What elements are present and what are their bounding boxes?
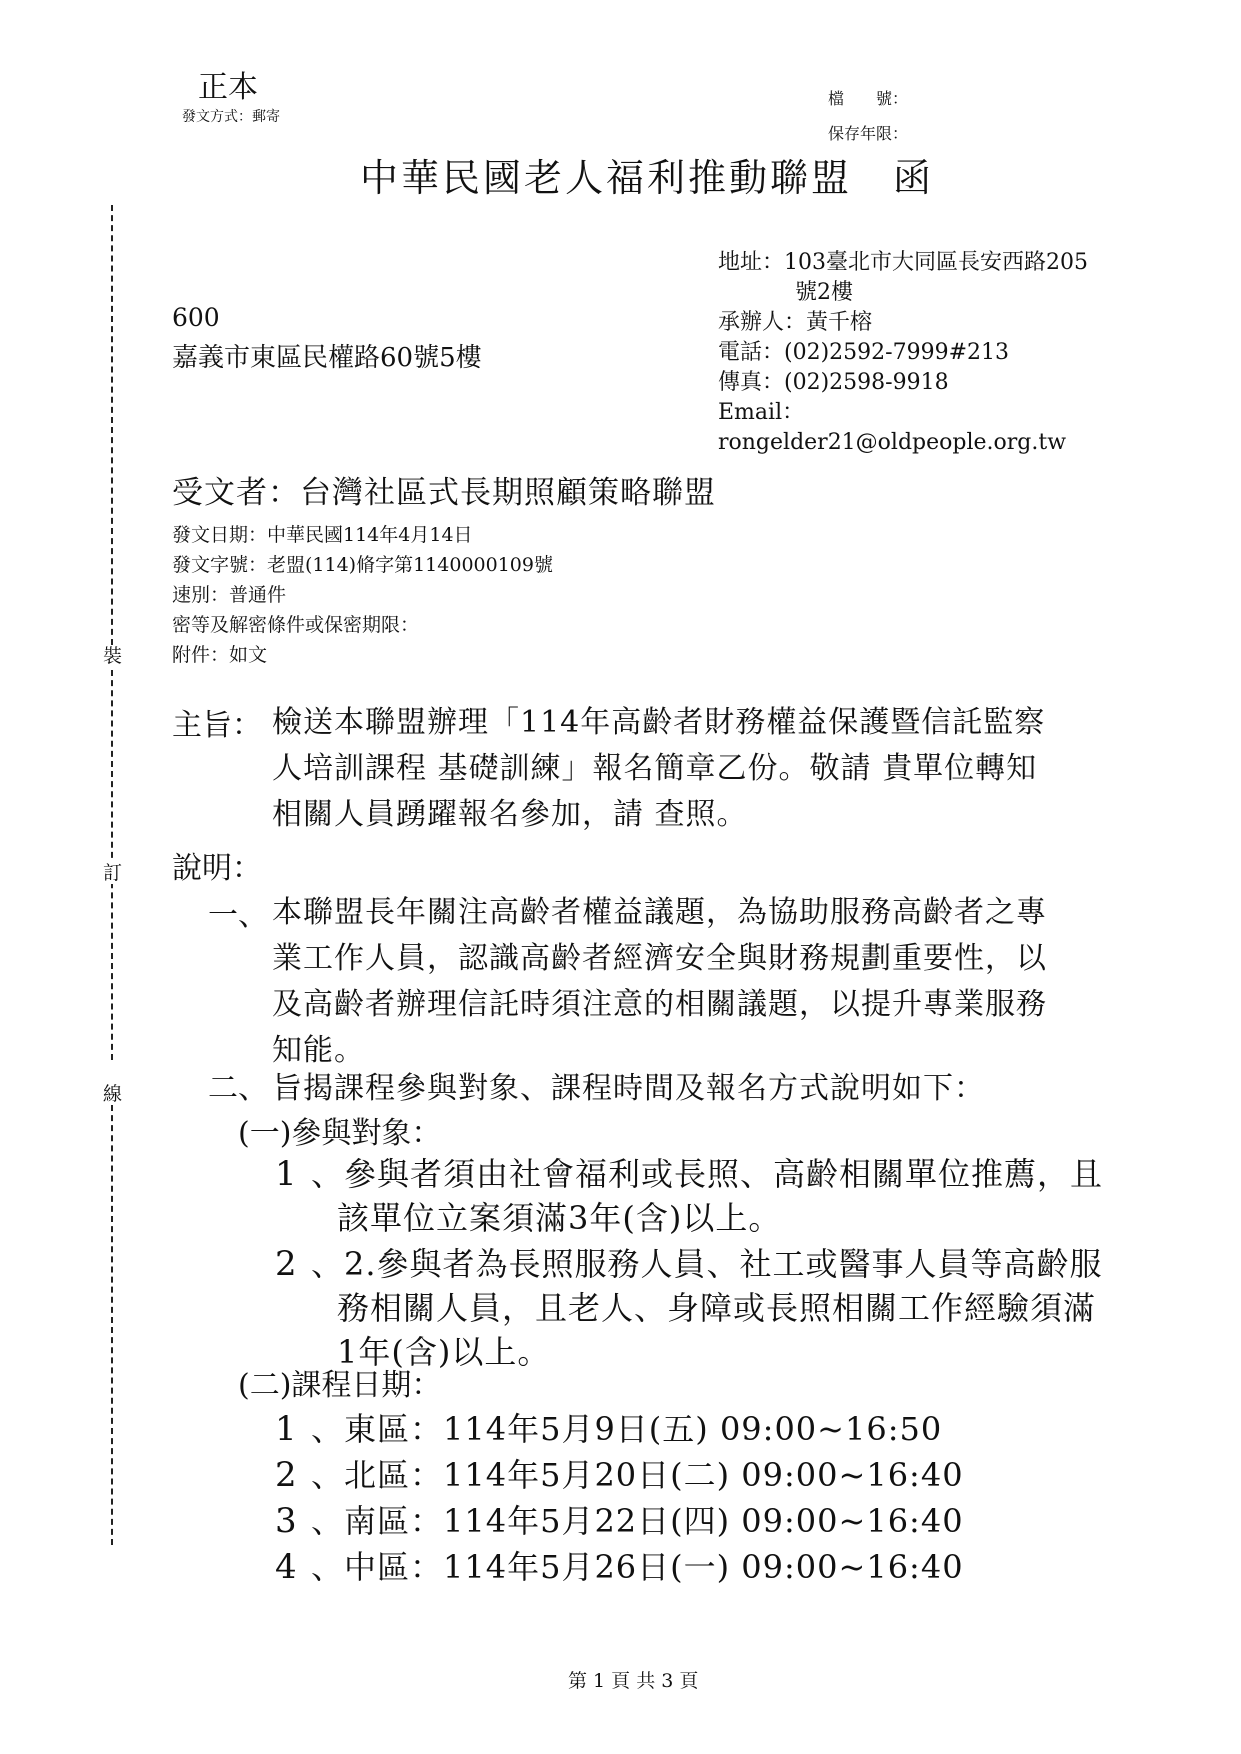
participant-item-2-line-2: 務相關人員，且老人、身障或長照相關工作經驗須滿 [337,1289,1097,1327]
participant-item-1-number: 1 [275,1154,298,1194]
subject-text [272,700,1045,838]
sender-phone: 電話：(02)2592-7999#213 [718,340,1009,365]
item1-text [272,890,1047,1074]
course-date-south-text: 、南區：114年5月22日(四) 09:00~16:40 [311,1502,964,1540]
binding-label-xian: 線 [103,1083,123,1105]
course-date-south-number: 3 [275,1501,298,1541]
retention-label: 保存年限： [828,124,909,143]
item1-line-1: 本聯盟長年關注高齡者權益議題，為協助服務高齡者之專 [272,895,1047,930]
document-title: 中華民國老人福利推動聯盟 函 [360,156,935,200]
sender-info [718,248,1088,458]
meta-block [172,520,553,670]
item2-number: 二、 [208,1071,268,1106]
sender-address-line2: 號2樓 [795,280,853,305]
recipient-address: 嘉義市東區民權路60號5樓 [172,343,482,373]
course-date-north-number: 2 [275,1455,298,1495]
speed-class: 速別：普通件 [172,584,287,606]
participant-item-1-line-2: 該單位立案須滿3年(含)以上。 [337,1199,782,1237]
original-copy-label: 正本 [198,70,258,105]
binding-label-ding: 訂 [103,862,123,884]
sender-email-label: Email： [718,400,805,425]
binding-label-zhuang: 裝 [103,645,123,667]
item2-text: 旨揭課程參與對象、課程時間及報名方式說明如下： [272,1071,985,1106]
participant-item-2 [275,1242,1103,1374]
course-date-east-text: 、東區：114年5月9日(五) 09:00~16:50 [311,1410,943,1448]
delivery-method: 發文方式：郵寄 [182,109,280,125]
course-date-north-text: 、北區：114年5月20日(二) 09:00~16:40 [311,1456,964,1494]
sender-email: rongelder21@oldpeople.org.tw [718,430,1067,455]
attachment: 附件：如文 [172,644,268,666]
document-number: 發文字號：老盟(114)脩字第1140000109號 [172,554,553,576]
subject-line-2: 人培訓課程 基礎訓練」報名簡章乙份。敬請 貴單位轉知 [272,751,1038,786]
course-date-central [275,1542,964,1588]
course-date-central-text: 、中區：114年5月26日(一) 09:00~16:40 [311,1548,964,1586]
receiver: 受文者：台灣社區式長期照顧策略聯盟 [172,475,716,511]
course-dates-heading: (二)課程日期： [238,1368,442,1403]
item1-line-3: 及高齡者辦理信託時須注意的相關議題，以提升專業服務 [272,987,1047,1022]
subject-line-3: 相關人員踴躍報名參加，請 查照。 [272,797,748,832]
binding-line-top [111,205,113,645]
sender-fax: 傳真：(02)2598-9918 [718,370,949,395]
subject-label: 主旨： [172,708,262,743]
sender-contact: 承辦人：黃千榕 [718,310,873,335]
course-date-north [275,1450,964,1496]
participants-heading: (一)參與對象： [238,1116,442,1151]
binding-line-bottom [111,1105,113,1545]
participant-item-1 [275,1152,1103,1240]
participant-item-2-line-1: 、2.參與者為長照服務人員、社工或醫事人員等高齡服 [311,1245,1103,1283]
sender-address-line1: 地址：103臺北市大同區長安西路205 [718,250,1088,275]
course-date-south [275,1496,964,1542]
item1-line-2: 業工作人員，認識高齡者經濟安全與財務規劃重要性，以 [272,941,1047,976]
subject-line-1: 檢送本聯盟辦理「114年高齡者財務權益保護暨信託監察 [272,705,1046,740]
recipient-postal-code: 600 [172,303,220,332]
explanation-label: 說明： [172,851,262,886]
course-date-central-number: 4 [275,1547,298,1587]
participant-item-2-line-3: 1年(含)以上。 [337,1333,551,1371]
participant-item-1-line-1: 、參與者須由社會福利或長照、高齡相關單位推薦，且 [311,1155,1104,1193]
issue-date: 發文日期：中華民國114年4月14日 [172,524,473,546]
item1-line-4: 知能。 [272,1033,365,1068]
course-date-east [275,1404,942,1450]
course-date-east-number: 1 [275,1409,298,1449]
item1-number: 一、 [208,898,268,933]
secrecy-level: 密等及解密條件或保密期限： [172,614,420,636]
page-footer: 第 1 頁 共 3 頁 [568,1670,699,1692]
file-number-label: 檔 號： [828,89,909,108]
participant-item-2-number: 2 [275,1244,298,1284]
